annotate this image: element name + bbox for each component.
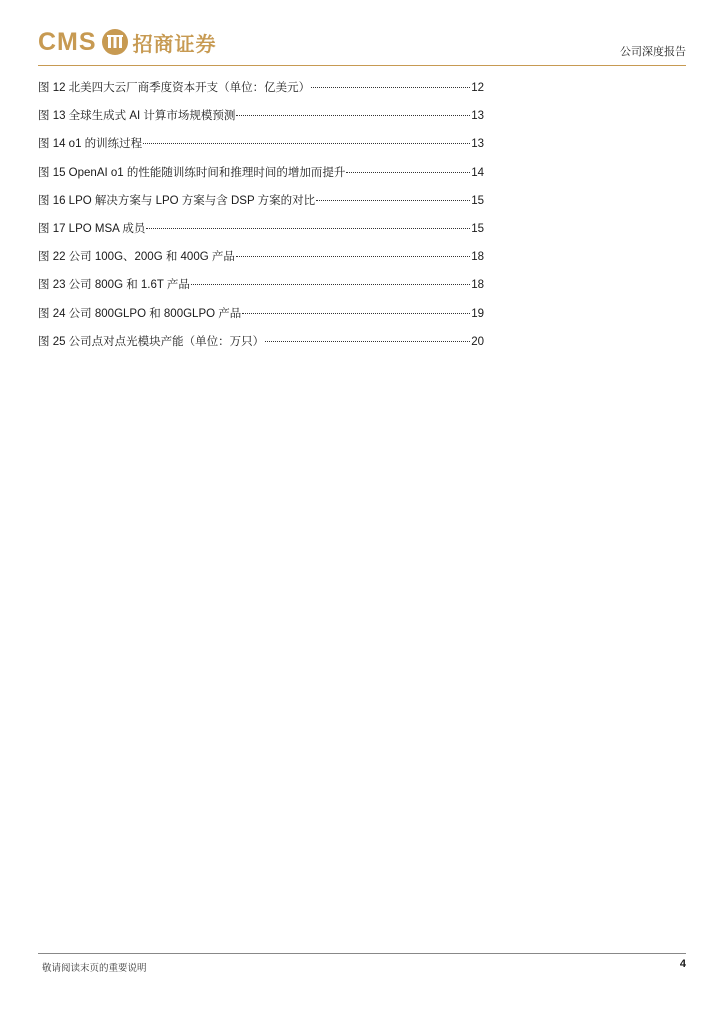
toc-leader-dots: [242, 313, 470, 314]
toc-entry-label: 图 24 公司 800GLPO 和 800GLPO 产品: [38, 307, 242, 320]
logo-chinese-text: 招商证券: [132, 31, 217, 56]
toc-leader-dots: [346, 172, 470, 173]
toc-entry-label: 图 23 公司 800G 和 1.6T 产品: [38, 279, 190, 292]
report-type-label: 公司深度报告: [620, 45, 686, 58]
logo-badge-icon: [101, 28, 129, 56]
toc-leader-dots: [236, 256, 470, 257]
toc-entry[interactable]: [38, 79, 484, 107]
toc-entry-page: 12: [471, 82, 484, 94]
toc-leader-dots: [146, 228, 470, 229]
toc-entry[interactable]: [38, 107, 484, 135]
toc-entry[interactable]: [38, 135, 484, 163]
toc-entry[interactable]: [38, 248, 484, 276]
toc-entry-label: 图 13 全球生成式 AI 计算市场规模预测: [38, 110, 236, 123]
company-logo: [38, 27, 217, 57]
toc-entry-page: 13: [471, 138, 484, 151]
page-header: [38, 27, 686, 65]
logo-cms-text: CMS: [38, 27, 97, 56]
toc-entry-page: 13: [471, 110, 484, 123]
toc-entry[interactable]: [38, 164, 484, 192]
toc-entry-page: 15: [471, 222, 484, 235]
toc-entry-page: 15: [471, 194, 484, 207]
toc-entry[interactable]: [38, 276, 484, 304]
page-number: 4: [679, 958, 686, 970]
toc-entry-label: 图 25 公司点对点光模块产能（单位：万只）: [38, 335, 265, 348]
toc-entry-page: 14: [471, 166, 484, 179]
toc-entry-page: 20: [471, 335, 484, 348]
footer-divider: [38, 953, 686, 954]
toc-entry[interactable]: [38, 333, 484, 361]
toc-entry-page: 19: [471, 307, 484, 320]
figure-table-of-contents: [38, 79, 484, 361]
header-divider: [38, 65, 686, 66]
toc-leader-dots: [265, 341, 470, 342]
toc-entry-label: 图 16 LPO 解决方案与 LPO 方案与含 DSP 方案的对比: [38, 194, 316, 207]
footer-disclaimer: 敬请阅读末页的重要说明: [42, 963, 147, 974]
toc-entry[interactable]: [38, 220, 484, 248]
toc-leader-dots: [236, 115, 470, 116]
toc-entry-page: 18: [471, 251, 484, 264]
toc-leader-dots: [316, 200, 470, 201]
toc-leader-dots: [143, 143, 470, 144]
toc-entry[interactable]: [38, 305, 484, 333]
toc-entry-label: 图 22 公司 100G、200G 和 400G 产品: [38, 251, 235, 264]
toc-entry-label: 图 12 北美四大云厂商季度资本开支（单位：亿美元）: [38, 82, 311, 94]
toc-leader-dots: [311, 87, 470, 88]
toc-entry-page: 18: [471, 279, 484, 292]
toc-entry-label: 图 15 OpenAI o1 的性能随训练时间和推理时间的增加而提升: [38, 166, 346, 179]
toc-entry-label: 图 17 LPO MSA 成员: [38, 222, 146, 235]
toc-entry-label: 图 14 o1 的训练过程: [38, 138, 143, 151]
toc-entry[interactable]: [38, 192, 484, 220]
toc-leader-dots: [191, 284, 470, 285]
